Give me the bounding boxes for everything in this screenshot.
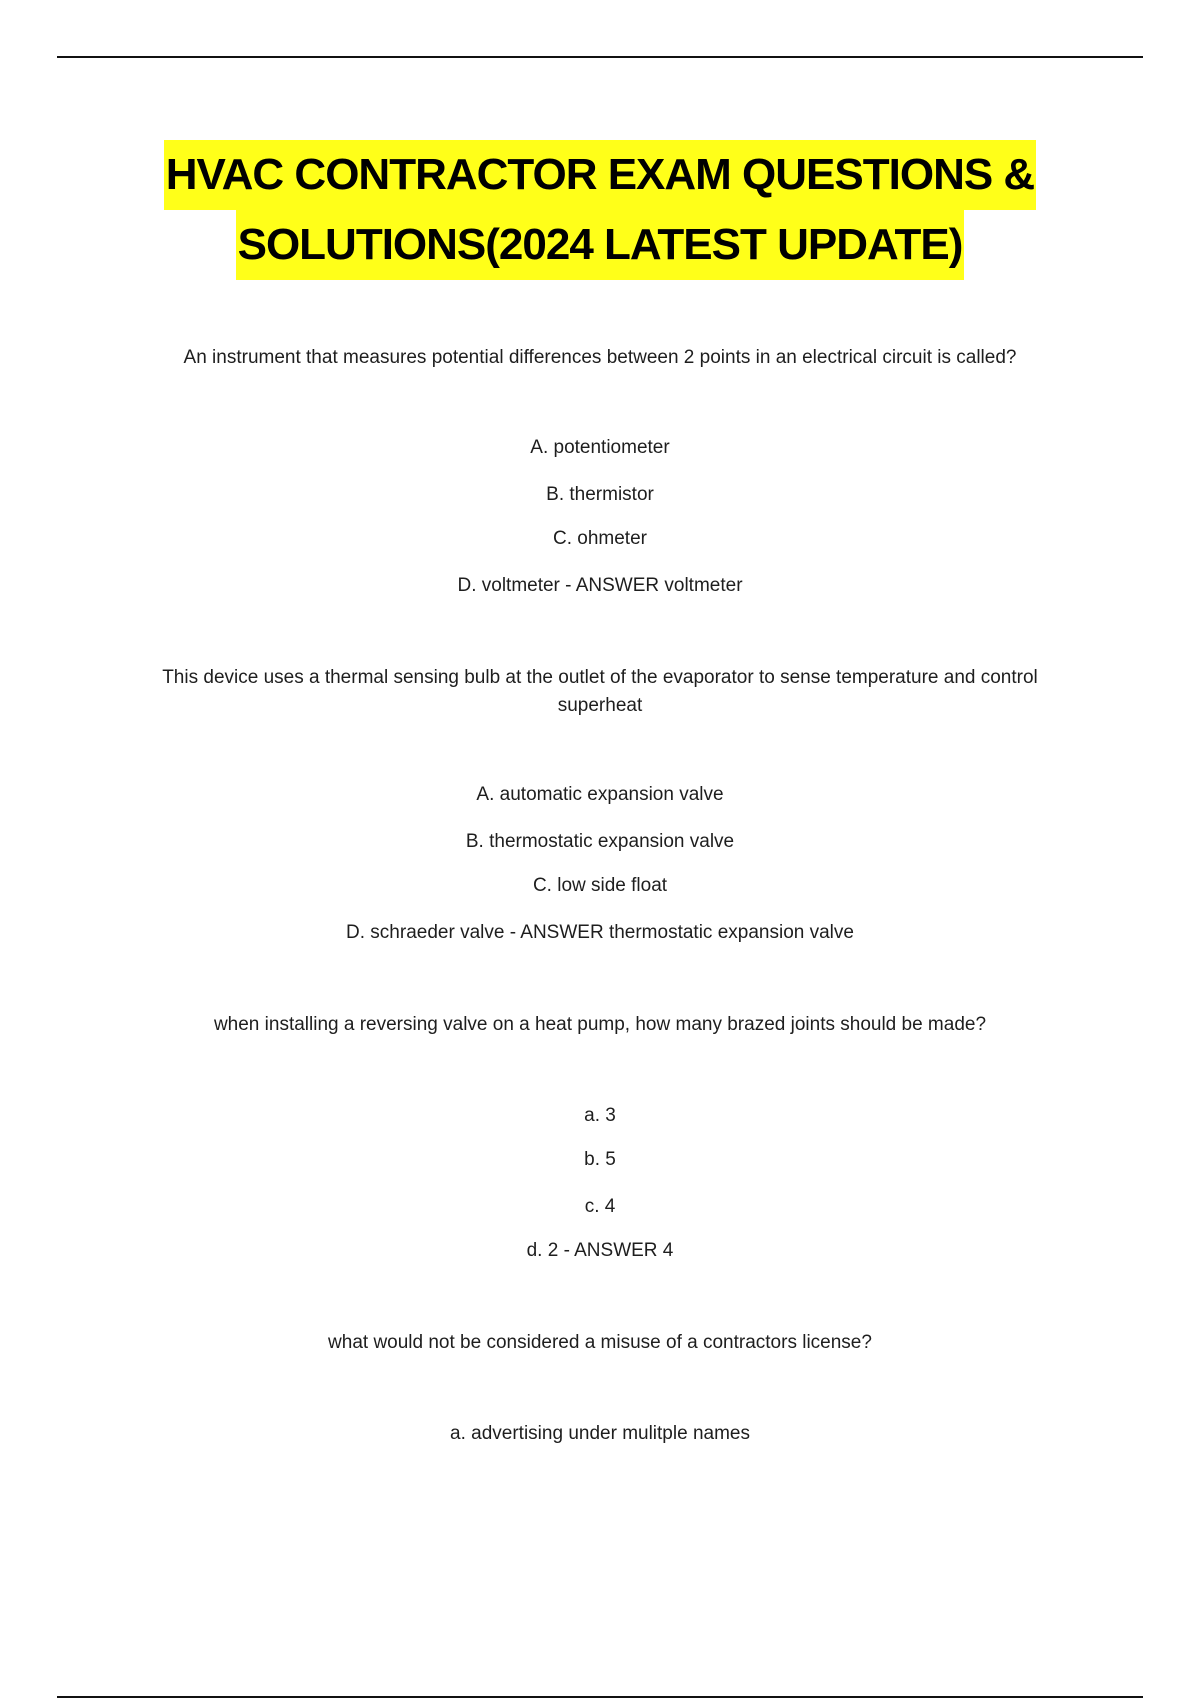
question-4-prompt: what would not be considered a misuse of a contractors license? xyxy=(328,1332,872,1353)
question-3-option-b: b. 5 xyxy=(584,1149,616,1170)
question-3-option-c: c. 4 xyxy=(584,1196,616,1217)
title-line-1: HVAC CONTRACTOR EXAM QUESTIONS & xyxy=(164,140,1036,210)
question-3-option-d-answer: d. 2 - ANSWER 4 xyxy=(526,1240,674,1261)
question-3-prompt: when installing a reversing valve on a heat pump, how many brazed joints should be made? xyxy=(213,1014,987,1035)
question-1-prompt: An instrument that measures potential differences between 2 points in an electrical circuit is called? xyxy=(183,347,1017,368)
question-2-option-c: C. low side float xyxy=(532,875,668,896)
question-2-prompt: This device uses a thermal sensing bulb at the outlet of the evaporator to sense temperature and control superheat xyxy=(162,667,1038,716)
document-title xyxy=(0,140,1200,280)
question-2-option-d-answer: D. schraeder valve - ANSWER thermostatic expansion valve xyxy=(346,922,854,943)
question-1-option-b: B. thermistor xyxy=(546,484,654,505)
question-2-option-b: B. thermostatic expansion valve xyxy=(465,831,735,852)
top-rule xyxy=(57,56,1143,58)
question-3-option-a: a. 3 xyxy=(584,1105,616,1126)
question-4-option-a: a. advertising under mulitple names xyxy=(450,1423,750,1444)
question-1-option-c: C. ohmeter xyxy=(553,528,647,549)
bottom-rule xyxy=(57,1696,1143,1698)
question-1-option-a: A. potentiometer xyxy=(530,437,670,458)
question-1-option-d-answer: D. voltmeter - ANSWER voltmeter xyxy=(457,575,743,596)
title-line-2: SOLUTIONS(2024 LATEST UPDATE) xyxy=(236,210,965,280)
question-2-option-a: A. automatic expansion valve xyxy=(476,784,724,805)
